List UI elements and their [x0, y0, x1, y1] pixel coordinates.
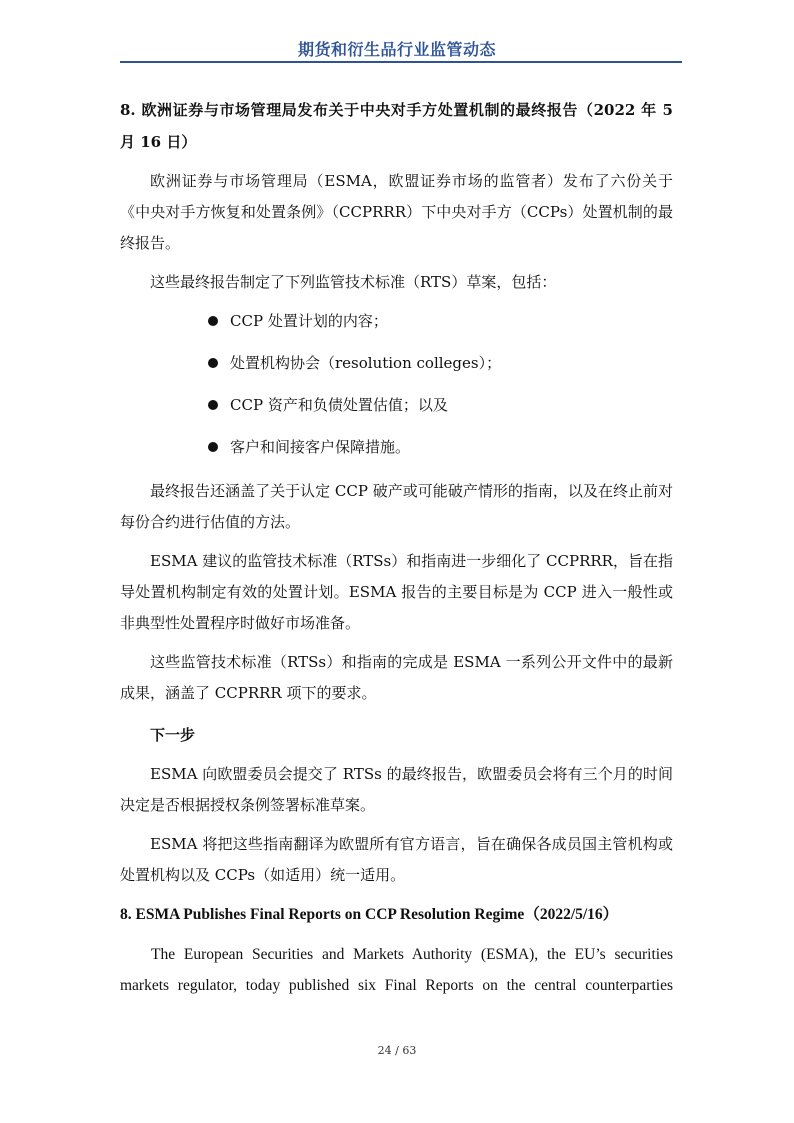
list-item-text: CCP 资产和负债处置估值；以及: [230, 396, 448, 414]
paragraph-completion: 这些监管技术标准（RTSs）和指南的完成是 ESMA 一系列公开文件中的最新成果，涵盖了 CCPRRR 项下的要求。: [120, 653, 673, 702]
header-divider: [120, 61, 682, 63]
list-item: [120, 300, 673, 342]
list-item: [120, 384, 673, 426]
list-item: [120, 426, 673, 468]
list-item-text: 客户和间接客户保障措施。: [230, 438, 411, 456]
list-item-text: CCP 处置计划的内容；: [230, 312, 388, 330]
bullet-icon: [208, 442, 218, 452]
page-number: 24 / 63: [377, 1044, 417, 1057]
running-header-title: 期货和衍生品行业监管动态: [297, 40, 496, 59]
paragraph-intro: 欧洲证券与市场管理局（ESMA，欧盟证券市场的监管者）发布了六份关于《中央对手方恢复和处置条例》（CCPRRR）下中央对手方（CCPs）处置机制的最终报告。: [120, 172, 673, 252]
paragraph-en-intro: The European Securities and Markets Authority (ESMA), the EU’s securities markets regulator, today published six Final Reports on the central counterparties: [120, 946, 673, 994]
paragraph-next-steps-submission: ESMA 向欧盟委员会提交了 RTSs 的最终报告，欧盟委员会将有三个月的时间决定是否根据授权条例签署标准草案。: [120, 765, 673, 814]
rts-bullet-list: [120, 300, 673, 468]
list-item: [120, 342, 673, 384]
paragraph-next-steps-translation: ESMA 将把这些指南翻译为欧盟所有官方语言，旨在确保各成员国主管机构或处置机构以及 CCPs（如适用）统一适用。: [120, 835, 673, 884]
bullet-icon: [208, 400, 218, 410]
bullet-icon: [208, 316, 218, 326]
page-content: [120, 94, 673, 1001]
paragraph-rts-list-lead: 这些最终报告制定了下列监管技术标准（RTS）草案，包括：: [150, 273, 557, 291]
next-steps-heading: 下一步: [150, 726, 196, 744]
paragraph-objectives: ESMA 建议的监管技术标准（RTSs）和指南进一步细化了 CCPRRR，旨在指导处置机构制定有效的处置计划。ESMA 报告的主要目标是为 CCP 进入一般性或非典型性处置程序时做好市场准备。: [120, 552, 673, 632]
paragraph-guidelines: 最终报告还涵盖了关于认定 CCP 破产或可能破产情形的指南，以及在终止前对每份合约进行估值的方法。: [120, 482, 673, 531]
article-heading-en: 8. ESMA Publishes Final Reports on CCP Resolution Regime（2022/5/16）: [120, 906, 619, 923]
list-item-text: 处置机构协会（resolution colleges）；: [230, 354, 502, 372]
article-heading-zh: 8. 欧洲证券与市场管理局发布关于中央对手方处置机制的最终报告（2022 年 5 月 16 日）: [120, 101, 673, 151]
bullet-icon: [208, 358, 218, 368]
